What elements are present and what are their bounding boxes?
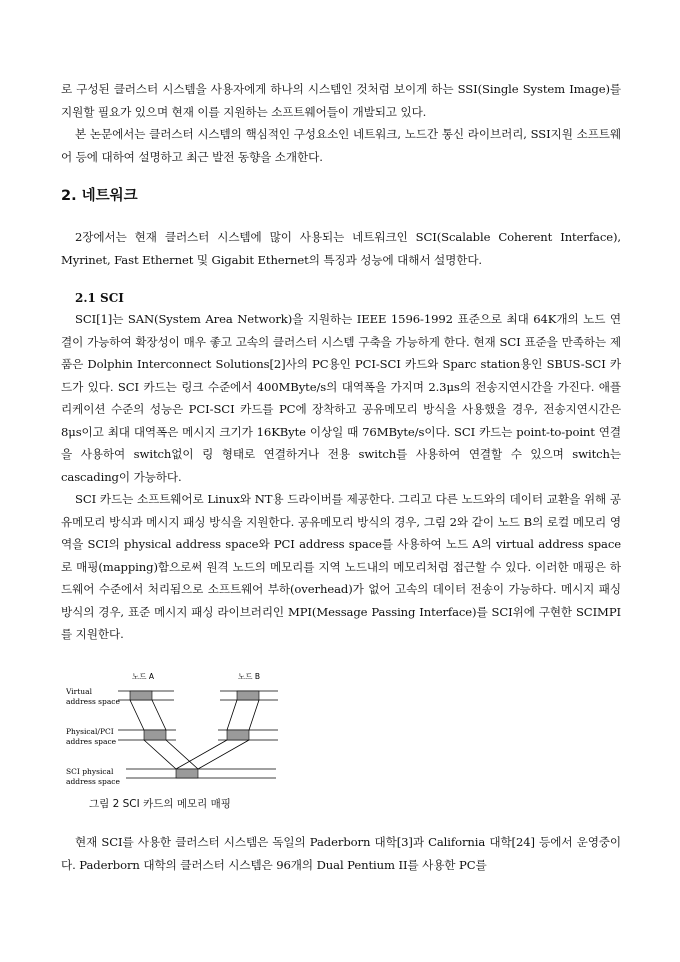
figure-caption: 그림 2 SCI 카드의 메모리 매핑 (89, 798, 231, 810)
sci-block (176, 769, 198, 778)
virtual-label-line1: Virtual (66, 687, 92, 696)
node-b-label: 노드 B (238, 672, 261, 681)
node-a-label: 노드 A (132, 672, 155, 681)
physical-block-a (144, 730, 166, 740)
sci-label-line1: SCI physical (66, 767, 114, 776)
virtual-block-a (130, 691, 152, 700)
virtual-block-b (237, 691, 259, 700)
virtual-label-line2: address space (66, 697, 120, 706)
sci-address-bus (126, 769, 276, 778)
paragraph-sci-1: SCI[1]는 SAN(System Area Network)을 지원하는 IEEE 1596-1992 표준으로 최대 64K개의 노드 연결이 가능하여 확장성이 매우 좋고 고속의 클러스터 시스템 구축을 가능하게 한다. 현재 SCI 표준을 만족하는 제품은 Dolphin Interconnect Solutions[2]사의 PC용인 PCI-SCI 카드와 Sparc station용인 SBUS-SCI 카드가 있다. SCI 카드는 링크 수준에서 400MByte/s의 대역폭을 가지며 2.3μs의 전송지연시간을 가진다. 애플리케이션 수준의 성능은 PCI-SCI 카드를 PC에 장착하고 공유메모리 방식을 사용했을 경우, 전송지연시간은 8μs이고 최대 대역폭은 메시지 크기가 16KByte 이상일 때 76MByte/s이다. SCI 카드는 point-to-point 연결을 사용하여 switch없이 링 형태로 연결하거나 전용 switch를 사용하여 연결할 수 있으며 switch는 cascading이 가능하다. (61, 312, 621, 484)
section-2-1-heading: 2.1 SCI (75, 291, 124, 305)
physical-label-line1: Physical/PCI (66, 727, 114, 736)
section-2-heading: 2. 네트워크 (61, 188, 138, 204)
physical-block-b (227, 730, 249, 740)
paragraph-intro-continued: 로 구성된 클러스터 시스템을 사용자에게 하나의 시스템인 것처럼 보이게 하는 SSI(Single System Image)를 지원할 필요가 있으며 현재 이를 지원하는 소프트웨어들이 개발되고 있다. (61, 82, 621, 119)
memory-mapping-figure (66, 668, 296, 792)
paragraph-after-figure: 현재 SCI를 사용한 클러스터 시스템은 독일의 Paderborn 대학[3]과 California 대학[24] 등에서 운영중이다. Paderborn 대학의 클러스터 시스템은 96개의 Dual Pentium II를 사용한 PC를 (61, 835, 621, 872)
paragraph-sci-2: SCI 카드는 소프트웨어로 Linux와 NT용 드라이버를 제공한다. 그리고 다른 노드와의 데이터 교환을 위해 공유메모리 방식과 메시지 패싱 방식을 지원한다. 공유메모리 방식의 경우, 그림 2와 같이 노드 B의 로컬 메모리 영역을 SCI의 physical address space와 PCI address space를 사용하여 노드 A의 virtual address space로 매핑(mapping)함으로써 원격 노드의 메모리를 지역 노드내의 메모리처럼 접근할 수 있다. 이러한 매핑은 하드웨어 수준에서 처리됨으로 소프트웨어 부하(overhead)가 없어 고속의 데이터 전송이 가능하다. 메시지 패싱 방식의 경우, 표준 메시지 패싱 라이브러리인 MPI(Message Passing Interface)를 SCI위에 구현한 SCIMPI를 지원한다. (61, 492, 622, 641)
sci-label-line2: address space (66, 777, 120, 786)
paragraph-intro-2: 본 논문에서는 클러스터 시스템의 핵심적인 구성요소인 네트워크, 노드간 통신 라이브러리, SSI지원 소프트웨어 등에 대하여 설명하고 최근 발전 동향을 소개한다. (61, 127, 621, 164)
physical-label-line2: addres space (66, 737, 117, 746)
paragraph-section2-intro: 2장에서는 현재 클러스터 시스템에 많이 사용되는 네트워크인 SCI(Scalable Coherent Interface), Myrinet, Fast Ethernet 및 Gigabit Ethernet의 특징과 성능에 대해서 설명한다. (61, 230, 621, 267)
